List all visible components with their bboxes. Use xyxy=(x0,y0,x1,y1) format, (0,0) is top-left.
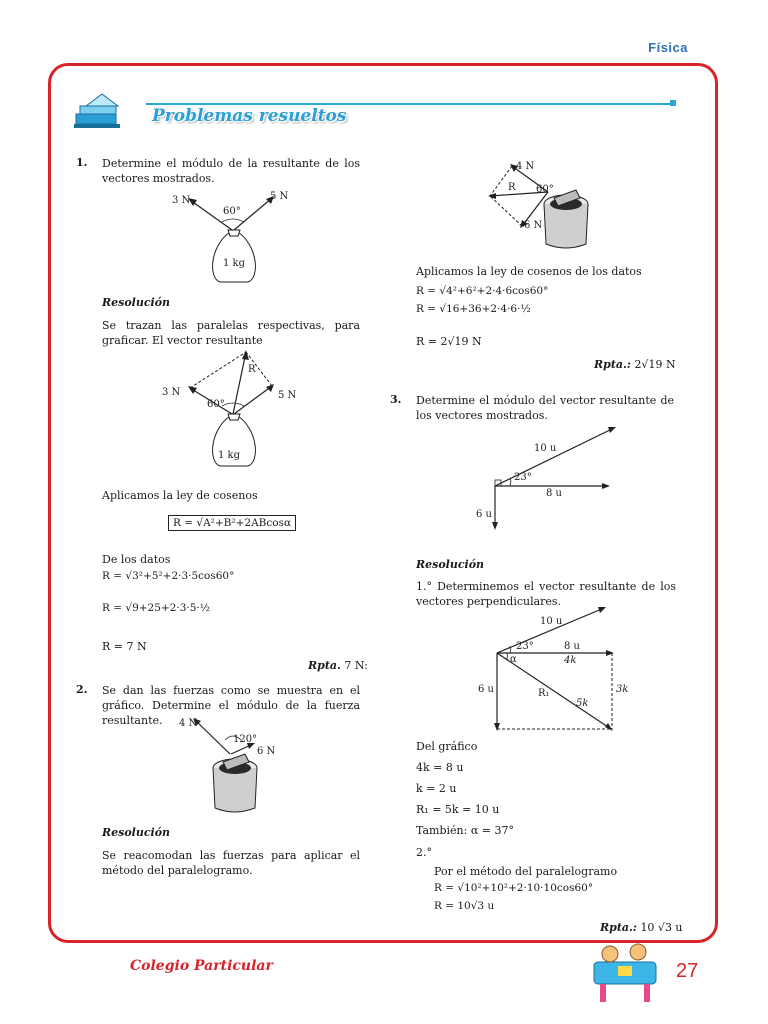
p1-step-2: R = √9+25+2·3·5·½ xyxy=(102,602,210,614)
p3-f2-resultant: R₁ xyxy=(538,688,550,699)
p2-f2-bottom-force: 6 N xyxy=(524,220,543,231)
problem-1-figure-2 xyxy=(160,348,300,473)
p3-f2-right: 3k xyxy=(616,684,629,695)
p1-resolucion-text: Se trazan las paralelas respectivas, para graficar. El vector resultante xyxy=(102,319,360,347)
p1-f2-right-force: 5 N xyxy=(278,390,297,401)
p2-f2-top-force: 4 N xyxy=(516,161,535,172)
p1-f1-mass: 1 kg xyxy=(223,258,246,269)
p3-step-2-label: 2.° xyxy=(416,846,432,859)
p3-f1-angle: 23° xyxy=(514,472,532,483)
p2-answer: Rpta.: 2√19 N xyxy=(594,358,676,371)
p3-f2-diag: 5k xyxy=(576,698,589,709)
p2-f2-angle: 60° xyxy=(536,184,554,195)
p2-f2-resultant: R xyxy=(508,182,516,193)
p3-method-text: Por el método del paralelogramo xyxy=(434,865,618,878)
p3-eq-1: 4k = 8 u xyxy=(416,761,464,774)
p1-data-label: De los datos xyxy=(102,553,171,566)
problem-1-figure-1 xyxy=(160,190,300,290)
p1-f1-right-force: 5 N xyxy=(270,191,289,202)
problem-2-figure-2 xyxy=(488,156,608,251)
p3-step-1-label: 1.° Determinemos el vector resultante de los vectores perpendiculares. xyxy=(416,580,676,608)
p3-eq-4: También: α = 37° xyxy=(416,824,514,837)
p2-resolucion-label: Resolución xyxy=(102,826,171,839)
p3-f1-v3: 6 u xyxy=(476,509,492,520)
p3-f1-v1: 10 u xyxy=(534,443,557,454)
p2-f1-right-force: 6 N xyxy=(257,746,276,757)
problem-2-figure-1 xyxy=(175,716,285,816)
p3-step-a: R = √10²+10²+2·10·10cos60° xyxy=(434,882,594,894)
p2-law-text: Aplicamos la ley de cosenos de los datos xyxy=(416,265,642,278)
p3-eq-2: k = 2 u xyxy=(416,782,457,795)
p2-step-2: R = √16+36+2·4·6·½ xyxy=(416,303,531,315)
p2-result: R = 2√19 N xyxy=(416,335,482,348)
p1-f2-left-force: 3 N xyxy=(162,387,181,398)
problem-3-number: 3. xyxy=(390,393,402,406)
book-stack-icon xyxy=(72,92,144,132)
p3-f2-v1: 10 u xyxy=(540,616,563,627)
p1-answer: Rpta. 7 N: xyxy=(308,659,368,672)
p3-f2-top: 8 u xyxy=(564,641,580,652)
p3-f2-top-k: 4k xyxy=(564,655,577,666)
p2-f1-angle: 120° xyxy=(233,734,258,745)
p3-resolucion-label: Resolución xyxy=(416,558,485,571)
problem-3-statement: Determine el módulo del vector resultante de los vectores mostrados. xyxy=(416,394,674,422)
p3-f1-v2: 8 u xyxy=(546,488,562,499)
school-name: Colegio Particular xyxy=(130,958,273,974)
p3-answer: Rpta.: 10 √3 u xyxy=(600,921,683,934)
p1-f2-resultant: R xyxy=(248,364,256,375)
problem-1-statement: Determine el módulo de la resultante de los vectores mostrados. xyxy=(102,157,360,185)
p1-f2-angle: 60° xyxy=(207,399,225,410)
p3-eq-3: R₁ = 5k = 10 u xyxy=(416,803,500,816)
p1-resolucion-label: Resolución xyxy=(102,296,171,309)
p1-f2-mass: 1 kg xyxy=(218,450,241,461)
problem-3-figure-2 xyxy=(470,604,640,738)
problem-2-statement: Se dan las fuerzas como se muestra en el gráfico. Determine el módulo de la fuerza resultante. xyxy=(102,684,360,727)
p1-law-formula: R = √A²+B²+2ABcosα xyxy=(168,517,296,529)
problem-1-number: 1. xyxy=(76,156,88,169)
banner-rule-end xyxy=(670,100,676,106)
p2-f1-left-force: 4 N xyxy=(179,718,198,729)
p3-step-b: R = 10√3 u xyxy=(434,900,495,912)
p1-law-text: Aplicamos la ley de cosenos xyxy=(102,489,258,502)
p1-step-1: R = √3²+5²+2·3·5cos60° xyxy=(102,570,235,582)
p1-f1-angle: 60° xyxy=(223,206,241,217)
p3-f2-angle: 23° xyxy=(516,641,534,652)
page-number: 27 xyxy=(676,960,699,982)
problem-2-number: 2. xyxy=(76,683,88,696)
p2-resolucion-text: Se reacomodan las fuerzas para aplicar el método del paralelogramo. xyxy=(102,849,360,877)
p2-step-1: R = √4²+6²+2·4·6cos60° xyxy=(416,285,549,297)
banner-rule xyxy=(146,103,674,105)
section-title: Problemas resueltos xyxy=(152,106,347,126)
p3-f2-left: 6 u xyxy=(478,684,494,695)
p3-f2-alpha: α xyxy=(510,654,517,665)
p1-f1-left-force: 3 N xyxy=(172,195,191,206)
kids-desk-icon xyxy=(588,936,662,1006)
problem-3-figure-1 xyxy=(470,424,620,532)
p3-graph-label: Del gráfico xyxy=(416,740,478,753)
subject-header: Física xyxy=(648,40,688,55)
p1-result: R = 7 N xyxy=(102,640,147,653)
